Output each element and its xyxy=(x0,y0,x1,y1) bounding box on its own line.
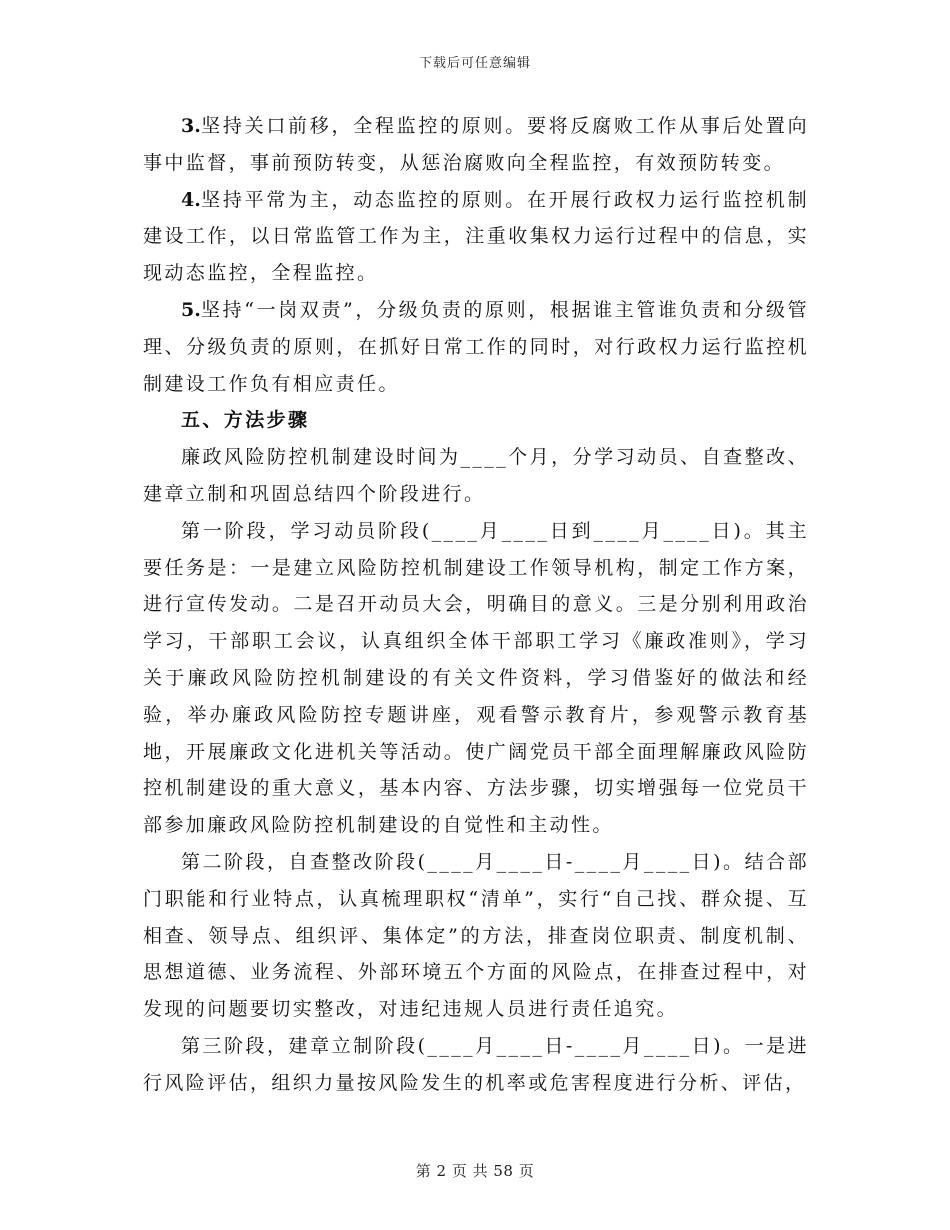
body-paragraph: 第三阶段，建章立制阶段(____月____日-____月____日)。一是进行风险评估，组织力量按风险发生的机率或危害程度进行分析、评估， xyxy=(143,1034,809,1094)
body-paragraph: 第二阶段，自查整改阶段(____月____日-____月____日)。结合部门职能和行业特点，认真梳理职权“清单”，实行“自己找、群众提、互相查、领导点、组织评、集体定”的方法，排查岗位职责、制度机制、思想道德、业务流程、外部环境五个方面的风险点，在排查过程中，对发现的问题要切实整改，对违纪违规人员进行责任追究。 xyxy=(143,850,809,1021)
section-heading: 五、方法步骤 xyxy=(181,409,310,432)
document-body xyxy=(143,108,809,1102)
page-header: 下载后可任意编辑 xyxy=(418,56,531,71)
body-paragraph: 第一阶段，学习动员阶段(____月____日到____月____日)。其主要任务是：一是建立风险防控机制建设工作领导机构，制定工作方案，进行宣传发动。二是召开动员大会，明确目的意义。三是分别利用政治学习，干部职工会议，认真组织全体干部职工学习《廉政准则》，学习关于廉政风险防控机制建设的有关文件资料，学习借鉴好的做法和经验，举办廉政风险防控专题讲座，观看警示教育片，参观警示教育基地，开展廉政文化进机关等活动。使广阔党员干部全面理解廉政风险防控机制建设的重大意义，基本内容、方法步骤，切实增强每一位党员干部参加廉政风险防控机制建设的自觉性和主动性。 xyxy=(143,519,809,837)
principle-text: 坚持关口前移，全程监控的原则。要将反腐败工作从事后处置向事中监督，事前预防转变，从惩治腐败向全程监控，有效预防转变。 xyxy=(143,115,809,174)
principle-5 xyxy=(143,292,809,402)
principle-text: 坚持“一岗双责”，分级负责的原则，根据谁主管谁负责和分级管理、分级负责的原则，在抓好日常工作的同时，对行政权力运行监控机制建设工作负有相应责任。 xyxy=(143,298,809,395)
principle-3 xyxy=(143,108,809,182)
principle-text: 坚持平常为主，动态监控的原则。在开展行政权力运行监控机制建设工作，以日常监管工作为主，注重收集权力运行过程中的信息，实现动态监控，全程监控。 xyxy=(143,188,809,285)
principle-4 xyxy=(143,182,809,292)
principle-number: 3. xyxy=(181,115,201,137)
body-paragraph: 廉政风险防控机制建设时间为____个月，分学习动员、自查整改、建章立制和巩固总结四个阶段进行。 xyxy=(143,446,809,505)
page-footer: 第 2 页 共 58 页 xyxy=(415,1162,535,1180)
principle-number: 4. xyxy=(181,188,201,211)
principle-number: 5. xyxy=(181,298,201,321)
